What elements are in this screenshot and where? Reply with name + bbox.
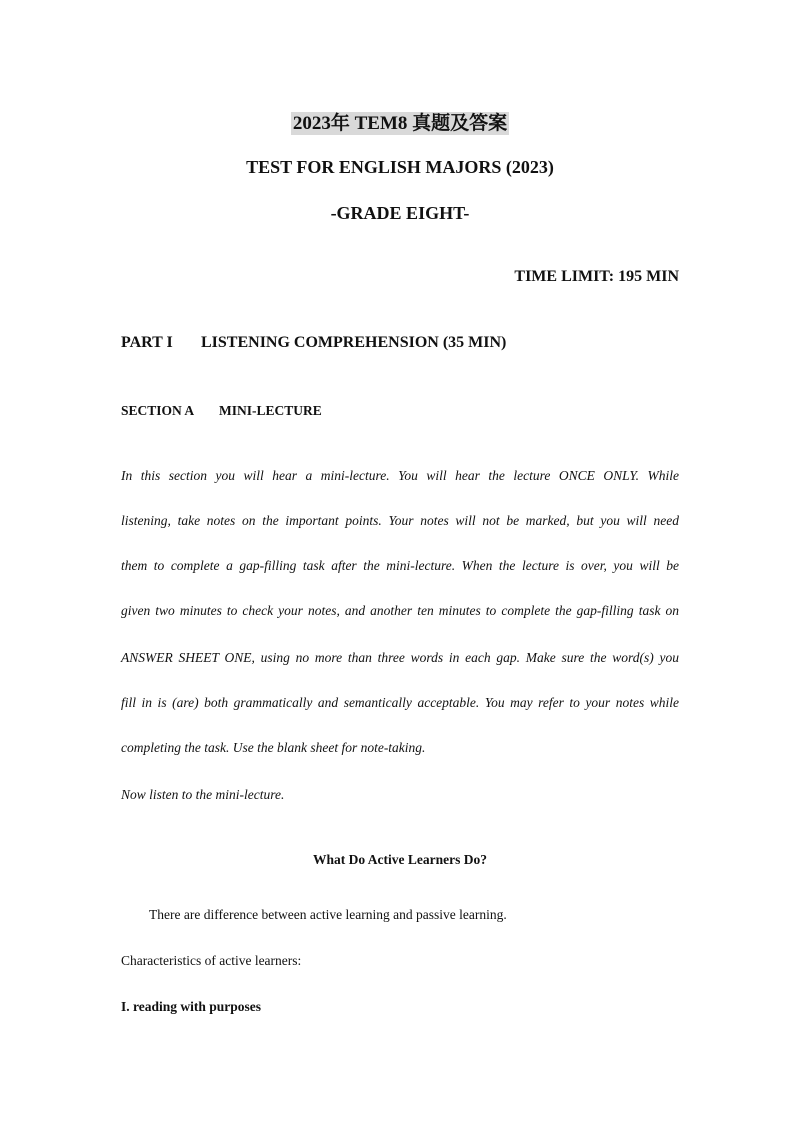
grade-heading: -GRADE EIGHT- <box>330 203 470 223</box>
lecture-intro: There are difference between active learning and passive learning. <box>149 907 507 922</box>
instruction-line: listening, take notes on the important points. Your notes will not be marked, but you will need <box>121 513 679 528</box>
document-title-text: 2023年 TEM8 真题及答案 <box>292 113 508 134</box>
test-name-heading: TEST FOR ENGLISH MAJORS (2023) <box>246 157 554 177</box>
instruction-line: ANSWER SHEET ONE, using no more than three words in each gap. Make sure the word(s) you <box>121 650 679 665</box>
instruction-line: In this section you will hear a mini-lecture. You will hear the lecture ONCE ONLY. While <box>121 468 679 483</box>
document-title <box>0 108 800 135</box>
section-heading <box>121 403 322 419</box>
lecture-point-1: I. reading with purposes <box>121 999 262 1014</box>
instruction-line: completing the task. Use the blank sheet for note-taking. <box>121 740 426 755</box>
part-heading <box>121 334 506 352</box>
time-limit: TIME LIMIT: 195 MIN <box>514 268 679 285</box>
instruction-line: fill in is (are) both grammatically and semantically acceptable. You may refer to your notes while <box>121 695 679 710</box>
instruction-line: given two minutes to check your notes, and another ten minutes to complete the gap-filling task on <box>121 603 679 618</box>
section-title: MINI-LECTURE <box>219 403 322 418</box>
part-number: PART I <box>121 334 173 351</box>
instruction-line: Now listen to the mini-lecture. <box>121 787 285 802</box>
section-label: SECTION A <box>121 403 195 418</box>
lecture-title: What Do Active Learners Do? <box>313 852 487 867</box>
part-title: LISTENING COMPREHENSION (35 MIN) <box>201 334 507 351</box>
instruction-line: them to complete a gap-filling task after the mini-lecture. When the lecture is over, you will be <box>121 558 679 573</box>
characteristics-label: Characteristics of active learners: <box>121 953 302 968</box>
